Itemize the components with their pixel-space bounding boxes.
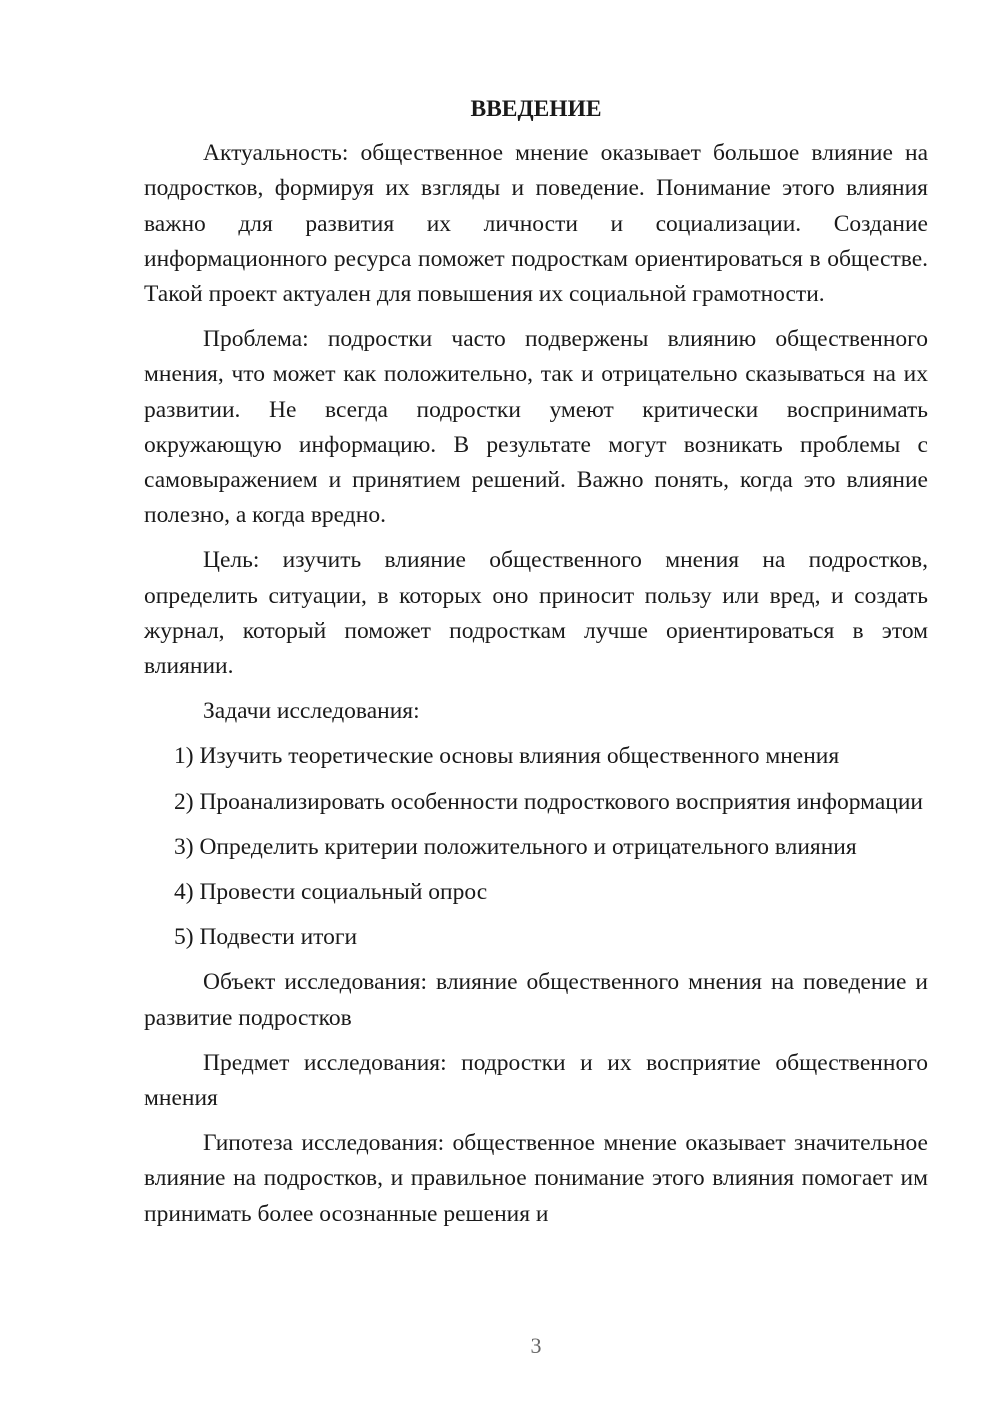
task-item: 3) Определить критерии положительного и отрицательного влияния	[174, 833, 857, 860]
page-title: ВВЕДЕНИЕ	[470, 96, 602, 122]
subject-paragraph: Предмет исследования: подростки и их восприятие общественного мнения	[144, 1049, 928, 1112]
task-item: 2) Проанализировать особенности подросткового восприятия информации	[174, 788, 923, 815]
object-paragraph: Объект исследования: влияние общественного мнения на поведение и развитие подростков	[144, 969, 928, 1031]
hypothesis-paragraph: Гипотеза исследования: общественное мнение оказывает значительное влияние на подростков, и правильное понимание этого влияния помогает им принимать более осознанные решения и	[144, 1130, 928, 1227]
task-item: 1) Изучить теоретические основы влияния общественного мнения	[174, 743, 840, 770]
tasks-heading: Задачи исследования:	[203, 698, 420, 725]
tasks-list	[144, 739, 928, 955]
page-number: 3	[530, 1333, 542, 1358]
relevance-paragraph: Актуальность: общественное мнение оказывает большое влияние на подростков, формируя их взгляды и поведение. Понимание этого влияния важно для развития их личности и социализации. Создание информационного ресурса поможет подросткам ориентироваться в обществе. Такой проект актуален для повышения их социальной грамотности.	[144, 140, 928, 308]
problem-paragraph: Проблема: подростки часто подвержены влиянию общественного мнения, что может как положительно, так и отрицательно сказываться на их развитии. Не всегда подростки умеют критически воспринимать окружающую информацию. В результате могут возникать проблемы с самовыражением и принятием решений. Важно понять, когда это влияние полезно, а когда вредно.	[144, 326, 928, 529]
document-page	[144, 92, 928, 1242]
task-item: 5) Подвести итоги	[174, 924, 358, 951]
goal-paragraph: Цель: изучить влияние общественного мнения на подростков, определить ситуации, в которых оно приносит пользу или вред, и создать журнал, который поможет подросткам лучше ориентироваться в этом влиянии.	[144, 547, 928, 680]
task-item: 4) Провести социальный опрос	[174, 879, 488, 906]
